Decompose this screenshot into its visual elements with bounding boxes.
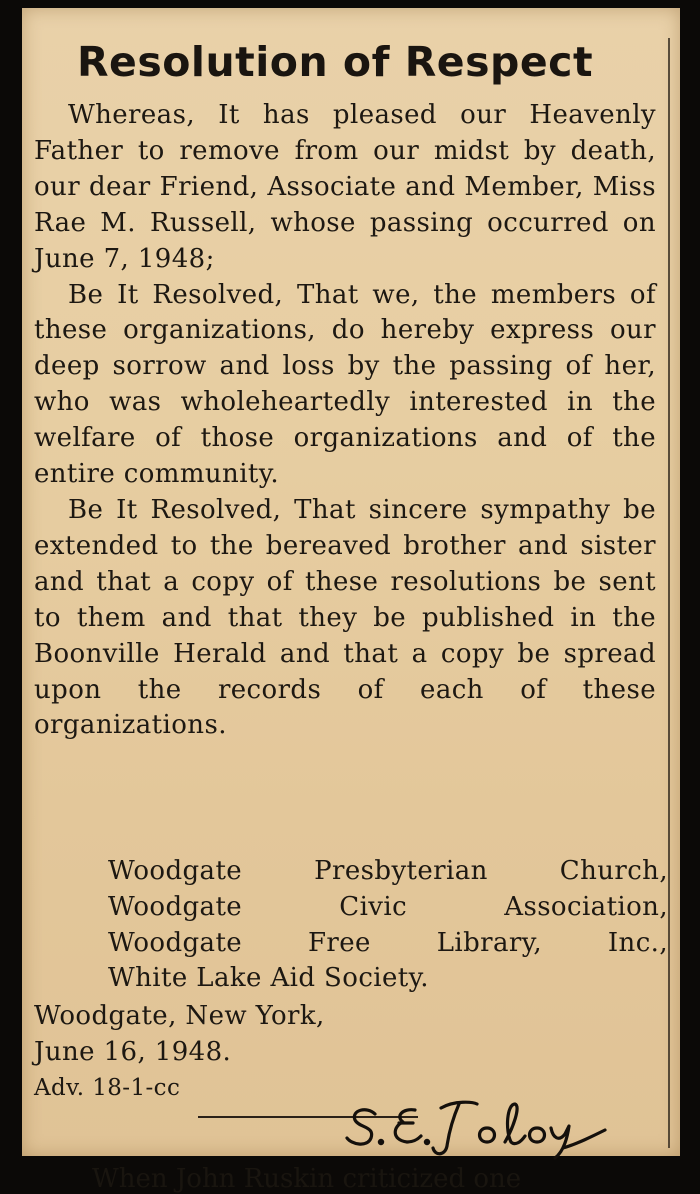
signer-free-library: Woodgate Free Library, Inc., [108, 927, 668, 958]
paragraph-resolved-sympathy: Be It Resolved, That sincere sympathy be extended to the bereaved brother and sister and that a copy of these resolutions be sent to them and that they be published in the Boonville Herald and that a copy be spread upon the records of each of these organizations. [34, 494, 656, 741]
next-article-cutoff: When John Ruskin criticized one [92, 1164, 522, 1194]
adv-code: Adv. 18-1-cc [34, 1075, 181, 1101]
dateline [34, 998, 325, 1106]
article-title: Resolution of Respect [76, 38, 594, 86]
column-rule [668, 38, 670, 1148]
newspaper-clipping [22, 8, 680, 1194]
signer-civic-association: Woodgate Civic Association, [108, 891, 668, 922]
paragraph-resolved-sorrow: Be It Resolved, That we, the members of these organizations, do hereby express our deep sorrow and loss by the passing of her, who was wholeheartedly interested in the welfare of those organizations and of the entire community. [34, 279, 656, 490]
signing-organizations [108, 854, 668, 997]
article-body [34, 98, 656, 744]
paragraph-whereas: Whereas, It has pleased our Heavenly Father to remove from our midst by death, our dear Friend, Associate and Member, Miss Rae M. Russell, whose passing occurred on June 7, 1948; [34, 100, 656, 274]
place-line: Woodgate, New York, [34, 1001, 325, 1031]
signer-presbyterian-church: Woodgate Presbyterian Church, [108, 856, 668, 886]
date-line: June 16, 1948. [34, 1037, 232, 1067]
signer-aid-society: White Lake Aid Society. [108, 963, 429, 994]
